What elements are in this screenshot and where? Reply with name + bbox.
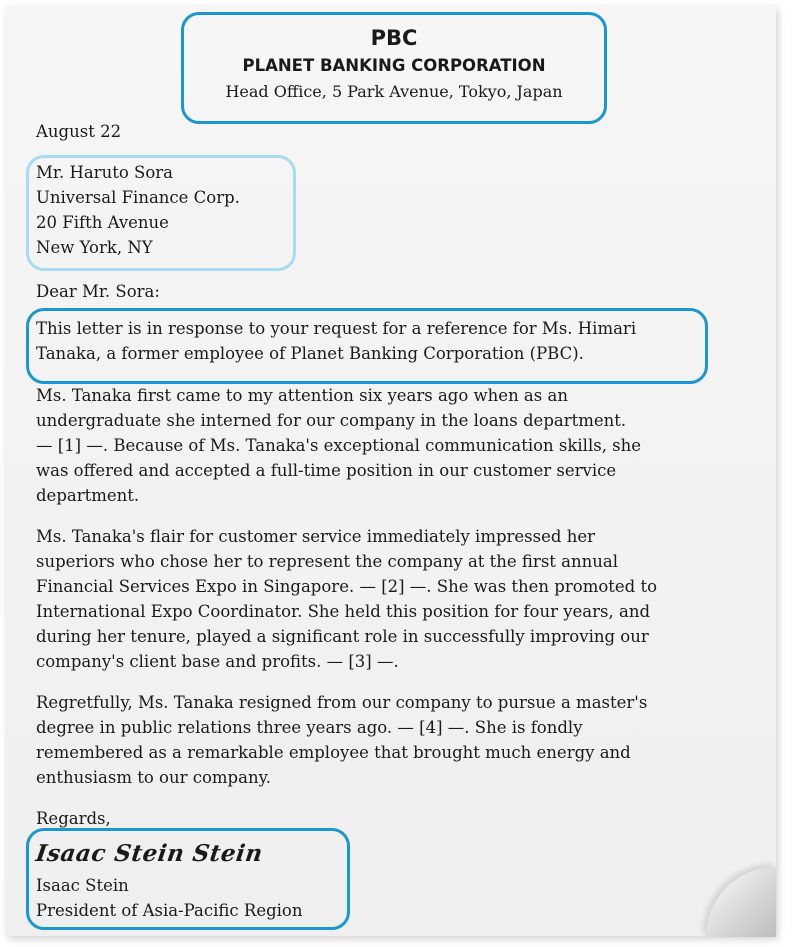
paragraph-2-line: company's client base and profits. — [3] —. [36,652,399,671]
paragraph-3-line: Regretfully, Ms. Tanaka resigned from our company to pursue a master's [36,693,648,712]
paragraph-2-line: Ms. Tanaka's flair for customer service immediately impressed her [36,527,595,546]
paragraph-3-line: enthusiasm to our company. [36,768,271,787]
recipient-name: Mr. Haruto Sora [36,163,173,182]
paragraph-1-line: Ms. Tanaka first came to my attention six years ago when as an [36,386,568,405]
paragraph-1-line: was offered and accepted a full-time position in our customer service [36,461,617,480]
closing: Regards, [36,809,111,828]
paragraph-1-line: department. [36,486,140,505]
recipient-company: Universal Finance Corp. [36,188,240,207]
paragraph-1-line: — [1] —. Because of Ms. Tanaka's exceptional communication skills, she [36,436,642,455]
paragraph-3-line: degree in public relations three years ago. — [4] —. She is fondly [36,718,583,737]
paragraph-2-line: superiors who chose her to represent the company at the first annual [36,552,618,571]
signer-title: President of Asia-Pacific Region [36,901,303,920]
paragraph-2-line: Financial Services Expo in Singapore. — [2] —. She was then promoted to [36,577,658,596]
letterhead-abbreviation: PBC [370,26,418,50]
letterhead-company-name: PLANET BANKING CORPORATION [242,56,546,75]
letter-date: August 22 [36,122,122,141]
salutation: Dear Mr. Sora: [36,282,160,301]
recipient-street: 20 Fifth Avenue [36,213,169,232]
handwritten-signature: Isaac Stein Stein [34,840,265,867]
intro-line: Tanaka, a former employee of Planet Banking Corporation (PBC). [36,344,584,363]
letterhead-address: Head Office, 5 Park Avenue, Tokyo, Japan [225,82,563,101]
paragraph-2-line: during her tenure, played a significant role in successfully improving our [36,627,649,646]
paragraph-1-line: undergraduate she interned for our company in the loans department. [36,411,627,430]
recipient-city: New York, NY [36,238,153,257]
intro-line: This letter is in response to your request for a reference for Ms. Himari [36,319,637,338]
paragraph-3-line: remembered as a remarkable employee that brought much energy and [36,743,631,762]
paragraph-2-line: International Expo Coordinator. She held this position for four years, and [36,602,651,621]
signer-name: Isaac Stein [36,876,129,895]
